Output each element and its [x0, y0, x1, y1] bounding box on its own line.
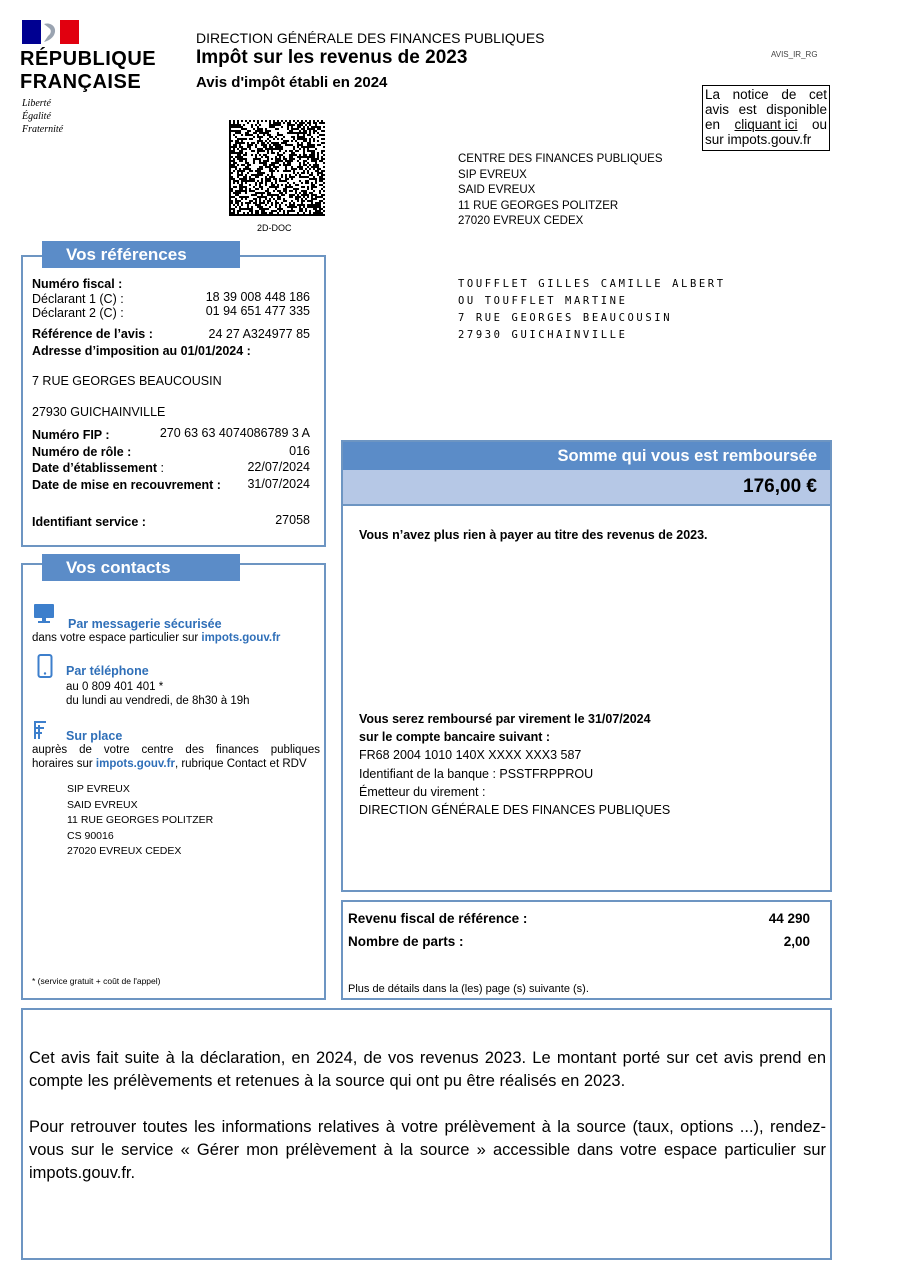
motto-fraternite: Fraternité [22, 124, 64, 135]
telephone-number: au 0 809 401 401 * [66, 681, 164, 693]
recipient-address [458, 276, 726, 344]
reference-avis-label: Référence de l’avis : [32, 327, 153, 341]
telephone-hours: du lundi au vendredi, de 8h30 à 19h [66, 695, 250, 707]
fip-value: 270 63 63 4074086789 3 A [159, 426, 310, 440]
messagerie-title: Par messagerie sécurisée [68, 617, 222, 631]
notice-box [702, 85, 830, 151]
place-link[interactable]: impots.gouv.fr [95, 758, 175, 770]
declarant2-label: Déclarant 2 (C) : [32, 306, 124, 320]
reference-avis-value: 24 27 A324977 85 [208, 327, 310, 341]
nothing-to-pay: Vous n’avez plus rien à payer au titre des revenus de 2023. [359, 528, 708, 542]
computer-icon [32, 603, 56, 625]
notice-link[interactable]: cliquant ici [734, 117, 798, 132]
telephone-title: Par téléphone [66, 664, 149, 678]
2d-doc-code [229, 120, 325, 216]
rfr-label: Revenu fiscal de référence : [348, 911, 528, 926]
sender-line: SIP EVREUX [458, 168, 527, 181]
parts-label: Nombre de parts : [348, 934, 464, 949]
sender-address [458, 152, 662, 230]
recipient-line: 27930 GUICHAINVILLE [458, 329, 628, 341]
notice-line1: La notice de cet [705, 87, 827, 102]
recouvrement-value: 31/07/2024 [247, 477, 310, 491]
doc-code: AVIS_IR_RG [771, 50, 818, 59]
refund-amount: 176,00 € [343, 470, 830, 506]
declarant1-value: 18 39 008 448 186 [205, 290, 310, 304]
notice-line3 [705, 117, 827, 132]
refund-box [341, 440, 832, 892]
place-line2-pre: horaires sur [32, 758, 96, 770]
service-value: 27058 [275, 513, 310, 527]
adresse-line2: 27930 GUICHAINVILLE [32, 405, 166, 419]
marianne-logo [20, 18, 157, 138]
contact-address-line: 11 RUE GEORGES POLITZER [67, 814, 214, 826]
etablissement-label: Date d’établissement [32, 461, 158, 475]
adresse-line1: 7 RUE GEORGES BEAUCOUSIN [32, 374, 222, 388]
iban: FR68 2004 1010 140X XXXX XXX3 587 [359, 748, 582, 762]
numero-fiscal-label: Numéro fiscal : [32, 277, 123, 291]
fip-label: Numéro FIP : [32, 428, 110, 442]
place-title: Sur place [66, 729, 123, 743]
info-paragraph-2: Pour retrouver toutes les informations relatives à votre prélèvement à la source (taux, options ...), rendez-vous sur le service « Gérer mon prélèvement à la source » accessible dans votre espace particulier sur impots.gouv.fr. [29, 1118, 826, 1182]
recouvrement-label: Date de mise en recouvrement : [32, 478, 221, 492]
info-paragraph-1: Cet avis fait suite à la déclaration, en 2024, de vos revenus 2023. Le montant porté sur cet avis prend en compte les prélèvements et retenues à la source qui ont pu être réalisés en 2023. [29, 1049, 826, 1090]
place-line1: auprès de votre centre des finances publiques [32, 744, 320, 756]
messagerie-text [32, 632, 280, 644]
recipient-line: OU TOUFFLET MARTINE [458, 295, 628, 307]
marianne-flag-icon [22, 20, 80, 46]
notice-line3-post: ou [811, 117, 827, 132]
messagerie-text-pre: dans votre espace particulier sur [32, 632, 202, 644]
references-heading: Vos références [42, 241, 240, 268]
bank-id: Identifiant de la banque : PSSTFRPPROU [359, 767, 594, 781]
recipient-line: TOUFFLET GILLES CAMILLE ALBERT [458, 278, 726, 290]
emetteur-value: DIRECTION GÉNÉRALE DES FINANCES PUBLIQUES [359, 803, 671, 817]
declarant1-label: Déclarant 1 (C) : [32, 292, 124, 306]
role-label: Numéro de rôle : [32, 445, 132, 459]
2d-doc-label: 2D-DOC [257, 223, 292, 233]
contact-address-line: SAID EVREUX [67, 798, 138, 811]
contact-address [67, 782, 213, 860]
sender-line: SAID EVREUX [458, 184, 536, 196]
declarant2-value: 01 94 651 477 335 [205, 304, 310, 318]
page-title: Impôt sur les revenus de 2023 [196, 47, 468, 68]
role-value: 016 [289, 444, 310, 458]
page-subtitle: Avis d'impôt établi en 2024 [196, 74, 388, 91]
motto-liberte: Liberté [22, 98, 51, 109]
contact-address-line: CS 90016 [67, 829, 114, 842]
building-icon [32, 719, 54, 741]
etablissement-value: 22/07/2024 [247, 460, 310, 474]
sender-line: 27020 EVREUX CEDEX [458, 215, 584, 227]
logo-francaise: FRANÇAISE [20, 71, 142, 93]
notice-line4: sur impots.gouv.fr [705, 132, 812, 147]
emetteur-label: Émetteur du virement : [359, 785, 486, 799]
adresse-imposition-label: Adresse d’imposition au 01/01/2024 : [32, 344, 251, 358]
contact-address-line: 27020 EVREUX CEDEX [67, 845, 182, 857]
details-note: Plus de détails dans la (les) page (s) suivante (s). [348, 983, 589, 995]
recipient-line: 7 RUE GEORGES BEAUCOUSIN [458, 312, 673, 324]
refund-heading: Somme qui vous est remboursée [343, 442, 830, 470]
place-line2-post: , rubrique Contact et RDV [174, 758, 307, 770]
direction-title: DIRECTION GÉNÉRALE DES FINANCES PUBLIQUES [196, 30, 545, 46]
notice-line2: avis est disponible [705, 102, 827, 117]
phone-icon [37, 654, 53, 678]
parts-value: 2,00 [783, 934, 810, 949]
virement-line1: Vous serez remboursé par virement le 31/07/2024 [359, 712, 651, 726]
2d-doc-barcode-icon [229, 120, 325, 216]
sender-line: 11 RUE GEORGES POLITZER [458, 199, 619, 212]
contacts-heading: Vos contacts [42, 554, 240, 581]
motto-egalite: Égalité [22, 111, 51, 122]
contacts-footnote: * (service gratuit + coût de l'appel) [32, 976, 161, 986]
contact-address-line: SIP EVREUX [67, 783, 130, 795]
rfr-value: 44 290 [768, 911, 810, 926]
etablissement-colon: : [157, 461, 164, 475]
virement-line2: sur le compte bancaire suivant : [359, 730, 551, 744]
service-label: Identifiant service : [32, 515, 146, 529]
place-line2 [32, 758, 307, 770]
messagerie-link[interactable]: impots.gouv.fr [201, 632, 281, 644]
etablissement-row [32, 461, 164, 475]
sender-line: CENTRE DES FINANCES PUBLIQUES [458, 153, 663, 165]
logo-republique: RÉPUBLIQUE [20, 48, 157, 70]
notice-line3-pre: en [705, 117, 721, 132]
